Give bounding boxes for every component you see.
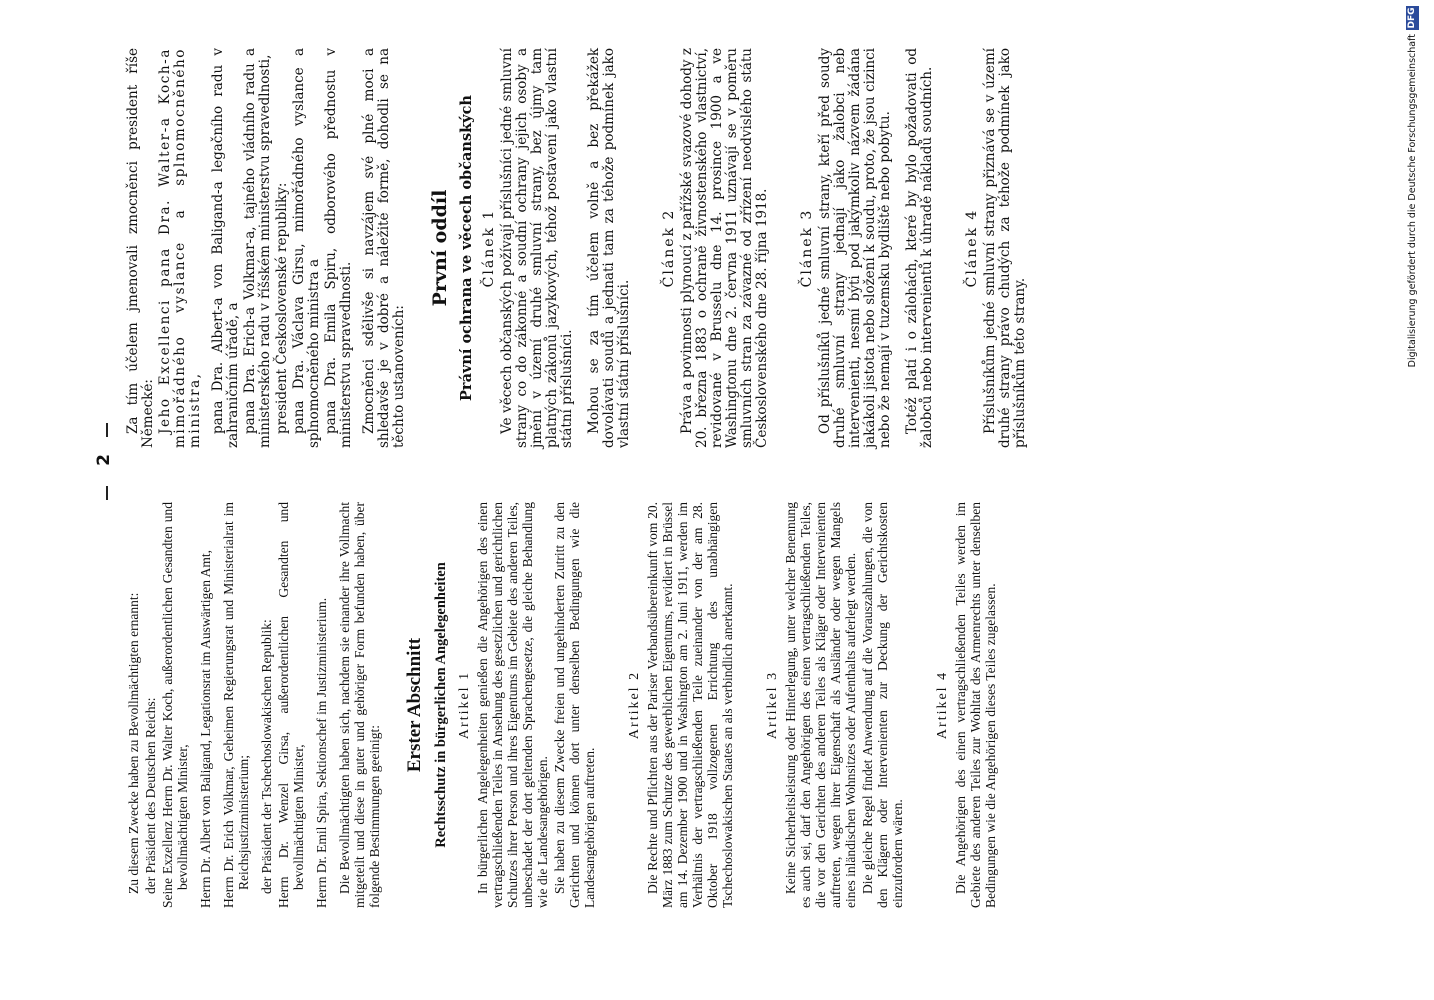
- de-article-4-title: Artikel 4: [935, 670, 950, 740]
- cs-president-republic: president Československé republiky:: [274, 182, 290, 434]
- digitization-credit: [1405, 0, 1425, 1000]
- cs-article-3-p1: Od příslušníků jedné smluvní strany, kteří před soudy druhé smluvní strany jednají jako žalobci neb intervenienti, nesmí býti pod jakýmkoliv názvem žádána jakákoli jistota nebo složení k soudu, proto, že jsou cizinci nebo že nemají v tuzemsku bydliště nebo pobytu.: [817, 48, 893, 448]
- cs-plenipotentiaries: Zmocněnci sdělivše si navzájem své plné moci a shledavše je v dobré a náležité formě, dohodli se na těchto ustanoveních:: [361, 48, 407, 448]
- de-intro: Zu diesem Zwecke haben zu Bevollmächtigten ernannt:: [126, 592, 141, 894]
- cs-koch: Jeho Excellenci pana Dra. Walter-a Koch-a mimořádného vyslance a splnomocněného ministra,: [157, 48, 203, 448]
- de-baligand: Herrn Dr. Albert von Baligand, Legationsrat im Auswärtigen Amt,: [198, 549, 213, 908]
- de-article-2-title: Artikel 2: [627, 670, 642, 740]
- cs-intro: Za tím účelem jmenovali zmocněnci president říše Německé:: [125, 48, 156, 448]
- de-article-2-p1: Die Rechte und Pflichten aus der Pariser Verbandsübereinkunft vom 20. März 1883 zum Schutze des gewerblichen Eigentums, revidiert in Brüssel am 14. Dezember 1900 und in Washington am 2. Juni 1911, werden im Verhältnis der vertragschließenden Teile zueinander von der am 28. Oktober 1918 vollzogenen Errichtung des unabhängigen Tschechoslowakischen Staates an als verbindlich anerkannt.: [645, 502, 735, 908]
- de-article-3-p1: Keine Sicherheitsleistung oder Hinterlegung, unter welcher Benennung es auch sei, darf den Angehörigen des einen vertragschließenden Teiles, die vor den Gerichten des anderen Teiles als Kläger oder Intervenienten auftreten, wegen ihrer Eigenschaft als Ausländer oder wegen Mangels eines inländischen Wohnsitzes oder Aufenthalts auferlegt werden.: [783, 502, 858, 908]
- de-section-subtitle: Rechtsschutz in bürgerlichen Angelegenheiten: [433, 562, 449, 848]
- cs-section-title: První oddíl: [429, 189, 451, 307]
- cs-article-3-title: Článek 3: [799, 208, 815, 288]
- german-column: [126, 502, 998, 908]
- dfg-credit-text: Digitalisierung gefördert durch die Deutsche Forschungsgemeinschaft: [1407, 34, 1418, 368]
- de-article-3-p2: Die gleiche Regel findet Anwendung auf die Vorauszahlungen, die von den Klägern oder Intervenienten zur Deckung der Gerichtskosten einzufordern wären.: [860, 502, 905, 908]
- de-president-republic: der Präsident der Tschechoslowakischen Republik:: [259, 619, 274, 894]
- de-article-4-p1: Die Angehörigen des einen vertragschließenden Teiles werden im Gebiete des anderen Teiles zur Wohltat des Armenrechts unter denselben Bedingungen wie die Angehörigen dieses Teiles zugelassen.: [953, 502, 998, 908]
- cs-article-4-title: Článek 4: [964, 208, 980, 288]
- cs-article-1-p1: Ve věcech občanských požívají příslušníci jedné smluvní strany co do zákonné a soudní ochrany jejich osoby a jmění v území druhé smluvní strany, bez újmy tam platných zákonů jazykových, téhož postavení jako vlastní státní příslušníci.: [499, 48, 575, 448]
- cs-article-1-title: Článek 1: [481, 208, 497, 288]
- de-section-title: Erster Abschnitt: [404, 637, 425, 773]
- dfg-logo-icon: DFG: [1407, 7, 1417, 29]
- cs-section-subtitle: Právní ochrana ve věcech občanských: [458, 95, 475, 401]
- page-header: [88, 0, 128, 1000]
- de-president-reich: der Präsident des Deutschen Reichs:: [143, 697, 158, 894]
- cs-article-3-p2: Totéž platí i o zálohách, které by bylo požadovati od žalobců nebo intervenientů k úhradě nákladů soudních.: [904, 48, 935, 448]
- de-spira: Herrn Dr. Emil Spira, Sektionschef im Justizministerium.: [314, 597, 329, 908]
- cs-article-4-p1: Příslušníkům jedné smluvní strany přiznává se v území druhé strany právo chudých za téhože podmínek jako příslušníkům této strany.: [982, 48, 1028, 448]
- de-koch: Seine Exzellenz Herrn Dr. Walter Koch, außerordentlichen Gesandten und bevollmächtigten Minister,: [160, 502, 190, 908]
- de-article-3-title: Artikel 3: [765, 670, 780, 740]
- cs-article-2-p1: Práva a povinnosti plynoucí z pařížské svazové dohody z 20. března 1883 o ochraně živnostenského vlastnictví, revidované v Brusselu dne 14. prosince 1900 a ve Washingtonu dne 2. června 1911 uznávají se v poměru smluvních stran za závazné od zřízení neodvislého státu Československého dne 28. října 1918.: [679, 48, 770, 448]
- de-volkmar: Herrn Dr. Erich Volkmar, Geheimen Regierungsrat und Ministerialrat im Reichsjustizministerium;: [221, 502, 251, 908]
- de-girsa: Herrn Dr. Wenzel Girsa, außerordentlichen Gesandten und bevollmächtigten Minister,: [276, 502, 306, 908]
- de-plenipotentiaries: Die Bevollmächtigten haben sich, nachdem sie einander ihre Vollmacht mitgeteilt und diese in guter und gehöriger Form befunden haben, über folgende Bestimmungen geeinigt:: [337, 502, 382, 908]
- cs-article-1-p2: Mohou se za tím účelem volně a bez překážek dovolávati soudů a jednati tam za téhože podmínek jako vlastní státní příslušníci.: [586, 48, 632, 448]
- cs-volkmar: pana Dra. Erich-a Volkmar-a, tajného vládního radu a ministerského radu v říšském ministerstvu spravedlnosti,: [242, 48, 273, 448]
- czech-column: [126, 48, 1028, 448]
- cs-girsa: pana Dra. Václava Girsu, mimořádného vyslance a splnomocněného ministra a: [291, 48, 322, 448]
- cs-article-2-title: Článek 2: [661, 208, 677, 288]
- de-article-1-title: Artikel 1: [457, 670, 472, 740]
- de-article-1-p1: In bürgerlichen Angelegenheiten genießen die Angehörigen des einen vertragschließenden Teiles in Ansehung des gesetzlichen und gerichtlichen Schutzes ihrer Person und ihres Eigentums im Gebiete des anderen Teiles, unbeschadet der dort geltenden Sprachengesetze, die gleiche Behandlung wie die Landesangehörigen.: [475, 502, 550, 908]
- cs-baligand: pana Dra. Albert-a von Baligand-a legačního radu v zahraničním úřadě, a: [210, 48, 241, 448]
- cs-spira: pana Dra. Emila Spiru, odborového přednostu v ministerstvu spravedlnosti.: [323, 48, 354, 448]
- de-article-1-p2: Sie haben zu diesem Zwecke freien und ungehinderten Zutritt zu den Gerichten und können dort unter denselben Bedingungen wie die Landesangehörigen auftreten.: [552, 502, 597, 908]
- page-number: 2: [94, 454, 114, 466]
- header-dash-right: [106, 423, 108, 437]
